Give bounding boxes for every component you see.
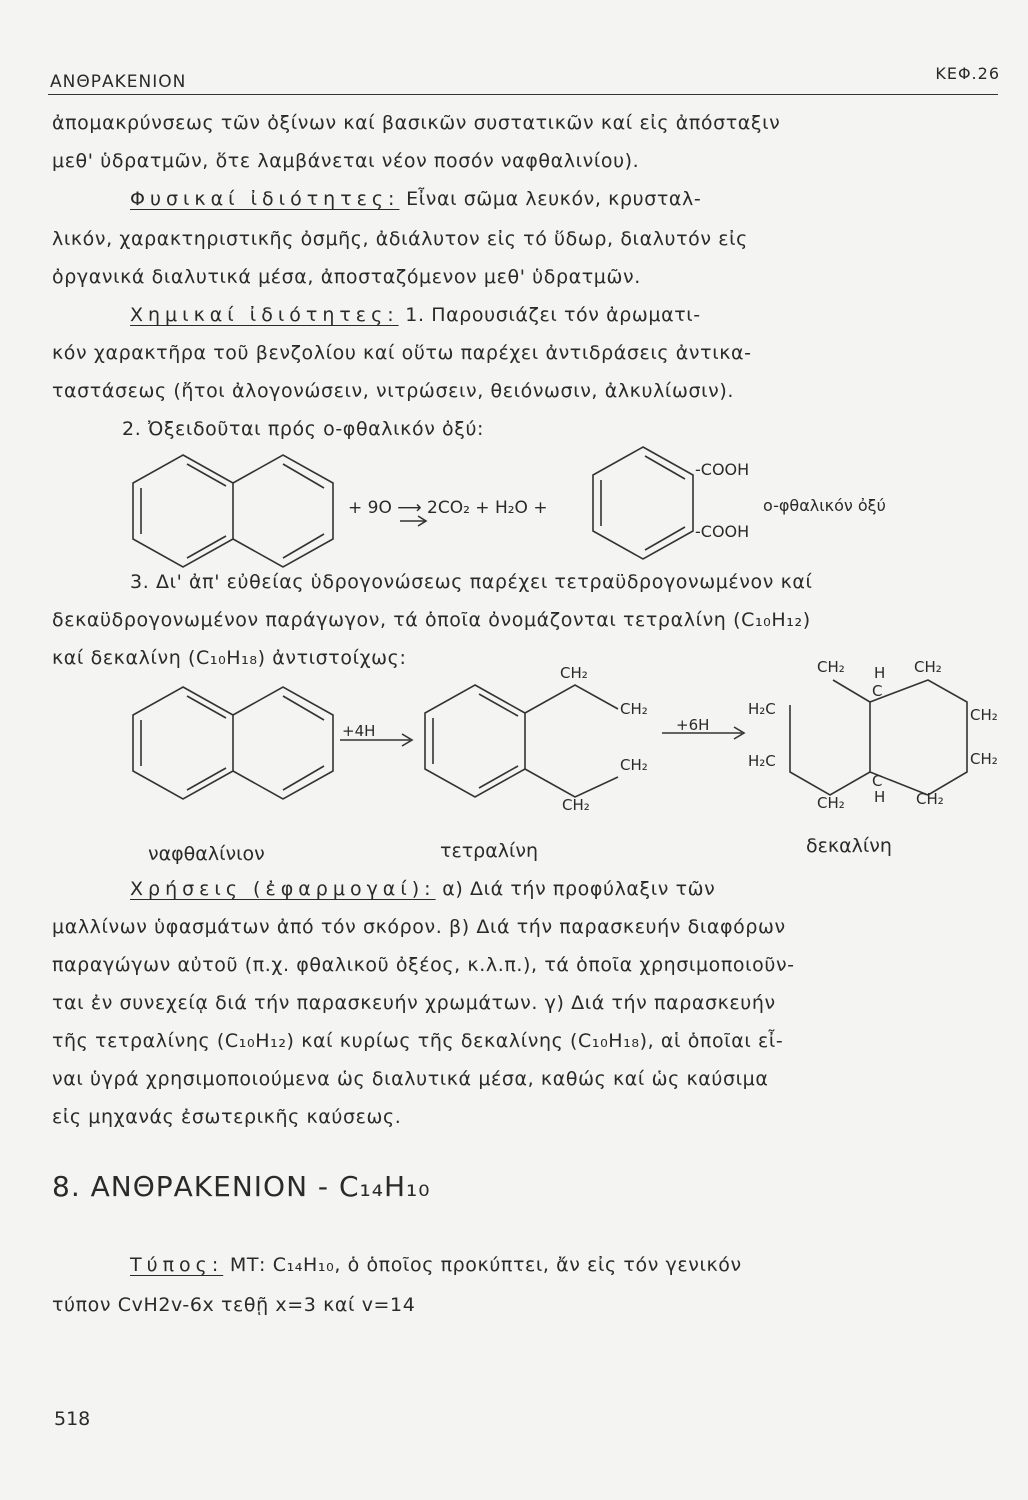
text-line: 2. Ὀξειδοῦται πρός ο-φθαλικόν ὀξύ: — [122, 418, 485, 440]
text-line: κόν χαρακτῆρα τοῦ βενζολίου καί οὕτω παρέχει ἀντιδράσεις ἀντικα- — [52, 342, 752, 364]
text-line: δεκαϋδρογονωμένον παράγωγον, τά ὁποῖα ὀνομάζονται τετραλίνη (C₁₀H₁₂) — [52, 609, 811, 631]
text-line: λικόν, χαρακτηριστικῆς ὀσμῆς, ἀδιάλυτον εἰς τό ὕδωρ, διαλυτόν εἰς — [52, 228, 748, 250]
text-line-uses — [130, 878, 715, 900]
tetralin-ch2-right-1: CH₂ — [620, 700, 648, 718]
decalin-h2c-left-2: H₂C — [748, 752, 776, 770]
text-fragment: α) Διά τήν προφύλαξιν τῶν — [442, 878, 716, 900]
text-line: καί δεκαλίνη (C₁₀H₁₈) ἀντιστοίχως: — [52, 647, 407, 669]
decalin-h-bottom: H — [874, 788, 886, 806]
text-line-type — [130, 1254, 742, 1276]
heading-uses: Χρήσεις (ἐφαρμογαί): — [130, 878, 436, 900]
text-fragment: Εἶναι σῶμα λευκόν, κρυσταλ- — [406, 188, 702, 210]
text-line: ται ἐν συνεχείᾳ διά τήν παρασκευήν χρωμάτων. γ) Διά τήν παρασκευήν — [52, 992, 776, 1014]
decalin-h-top: H — [874, 664, 886, 682]
reaction-arrows — [340, 516, 744, 746]
tetralin-ch2-bottom: CH₂ — [562, 796, 590, 814]
tetralin-ch2-top: CH₂ — [560, 664, 588, 682]
heading-type: Τύπος: — [130, 1254, 224, 1276]
page-number: 518 — [54, 1408, 91, 1430]
tetralin-structure — [425, 685, 618, 797]
phthalic-acid-label: o-φθαλικόν ὀξύ — [763, 496, 886, 515]
text-line: ἀπομακρύνσεως τῶν ὀξίνων καί βασικῶν συστατικῶν καί εἰς ἀπόσταξιν — [52, 112, 781, 134]
text-line: ταστάσεως (ἤτοι ἀλογονώσειν, νιτρώσειν, θειόνωσιν, ἀλκυλίωσιν). — [52, 380, 734, 402]
cooh-bottom: -COOH — [695, 522, 750, 541]
arrow-label-6h: +6H — [676, 716, 710, 734]
running-header-title: ΑΝΘΡΑΚΕΝΙΟΝ — [50, 72, 187, 92]
tetralin-ch2-right-2: CH₂ — [620, 756, 648, 774]
naphthalene-structure — [133, 687, 333, 799]
text-line: παραγώγων αὐτοῦ (π.χ. φθαλικοῦ ὀξέος, κ.λ.π.), τά ὁποῖα χρησιμοποιοῦν- — [52, 954, 795, 976]
arrow-label-4h: +4H — [342, 722, 376, 740]
text-fragment: ΜΤ: C₁₄H₁₀, ὁ ὁποῖος προκύπτει, ἄν εἰς τόν γενικόν — [229, 1254, 742, 1276]
text-line: τῆς τετραλίνης (C₁₀H₁₂) καί κυρίως τῆς δεκαλίνης (C₁₀H₁₈), αἱ ὁποῖαι εἶ- — [52, 1030, 784, 1052]
naphthalene-oxidation-structure — [133, 455, 333, 567]
text-line: εἰς μηχανάς ἐσωτερικῆς καύσεως. — [52, 1106, 402, 1128]
decalin-ch2-right-2: CH₂ — [970, 750, 998, 768]
caption-tetralin: τετραλίνη — [440, 840, 539, 862]
running-header-chapter: ΚΕΦ.26 — [935, 64, 1000, 83]
text-line: τύπον CvH2v-6x τεθῇ x=3 καί v=14 — [52, 1294, 416, 1316]
text-line: ὀργανικά διαλυτικά μέσα, ἀποσταζόμενον μεθ' ὑδρατμῶν. — [52, 266, 641, 288]
heading-chemical-properties: Χημικαί ἰδιότητες: — [130, 304, 399, 326]
oxidation-reagents: + 9O ⟶ 2CO₂ + H₂O + — [348, 498, 548, 518]
caption-decalin: δεκαλίνη — [806, 835, 892, 857]
decalin-ch2-bottom-left: CH₂ — [817, 794, 845, 812]
benzene-ring-phthalic — [593, 447, 693, 559]
decalin-ch2-right-1: CH₂ — [970, 706, 998, 724]
text-fragment: 1. Παρουσιάζει τόν ἀρωματι- — [405, 304, 701, 326]
section-heading: 8. ΑΝΘΡΑΚΕΝΙΟΝ - C₁₄H₁₀ — [52, 1170, 431, 1203]
decalin-h2c-left-1: H₂C — [748, 700, 776, 718]
decalin-c-bottom: C — [872, 772, 883, 790]
decalin-c-top: C — [872, 682, 883, 700]
heading-physical-properties: Φυσικαί ἰδιότητες: — [130, 188, 400, 210]
text-line: μαλλίνων ὑφασμάτων ἀπό τόν σκόρον. β) Διά τήν παρασκευήν διαφόρων — [52, 916, 786, 938]
decalin-ch2-bottom-right: CH₂ — [916, 790, 944, 808]
text-line: μεθ' ὑδρατμῶν, ὅτε λαμβάνεται νέον ποσόν ναφθαλινίου). — [52, 150, 640, 172]
text-line: 3. Δι' ἀπ' εὐθείας ὑδρογονώσεως παρέχει τετραϋδρογονωμένον καί — [130, 571, 813, 593]
cooh-top: -COOH — [695, 460, 750, 479]
decalin-ch2-top-left: CH₂ — [817, 658, 845, 676]
caption-naphthalene: ναφθαλίνιον — [148, 843, 265, 865]
text-line: ναι ὑγρά χρησιμοποιούμενα ὡς διαλυτικά μέσα, καθώς καί ὡς καύσιμα — [52, 1068, 769, 1090]
decalin-ch2-top-right: CH₂ — [914, 658, 942, 676]
